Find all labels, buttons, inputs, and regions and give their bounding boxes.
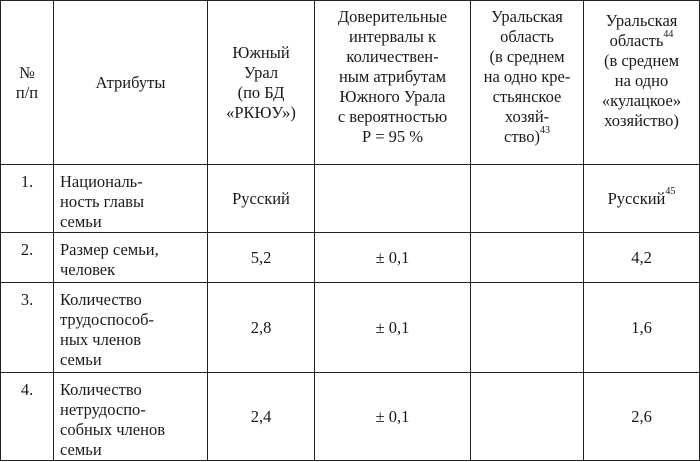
header-ural-kulak-sub: (в среднем на одно «кулацкое» хозяйство)	[601, 51, 682, 130]
header-row	[1, 1, 700, 165]
row-ural-peasant	[471, 373, 584, 461]
row-south-ural: 2,4	[208, 373, 315, 461]
table-row	[1, 373, 700, 461]
row-ural-peasant	[471, 165, 584, 233]
header-south-ural: Южный Урал (по БД «РКЮУ»)	[208, 1, 315, 165]
header-attributes: Атрибуты	[54, 1, 208, 165]
row-south-ural: Русский	[208, 165, 315, 233]
table-row	[1, 283, 700, 373]
row-confidence-interval: ± 0,1	[315, 373, 471, 461]
row-number: 1.	[1, 165, 54, 233]
row-ural-kulak: 4,2	[584, 233, 700, 283]
row-attribute: Количество трудоспособ- ных членов семьи	[54, 283, 208, 373]
footnote-44: 44	[663, 28, 674, 40]
row-attribute: Националь- ность главы семьи	[54, 165, 208, 233]
header-ural-kulak	[584, 1, 700, 165]
header-confidence-intervals: Доверительные интервалы к количествен- ным атрибутам Южного Урала с вероятностью Р = 95 %	[315, 1, 471, 165]
row-attribute: Размер семьи, человек	[54, 233, 208, 283]
row-confidence-interval: ± 0,1	[315, 233, 471, 283]
row-south-ural: 5,2	[208, 233, 315, 283]
footnote-43: 43	[539, 124, 550, 136]
header-ural-peasant-text: Уральская область (в среднем на одно кре- стьянское хозяй- ство)	[483, 7, 571, 146]
row-number: 2.	[1, 233, 54, 283]
row-ural-peasant	[471, 283, 584, 373]
row-ural-kulak: 2,6	[584, 373, 700, 461]
row-ural-peasant	[471, 233, 584, 283]
footnote-45: 45	[665, 186, 676, 197]
row-number: 3.	[1, 283, 54, 373]
row-south-ural: 2,8	[208, 283, 315, 373]
row-confidence-interval	[315, 165, 471, 233]
table-row	[1, 233, 700, 283]
header-num: № п/п	[1, 1, 54, 165]
row-attribute: Количество нетрудоспо- собных членов семьи	[54, 373, 208, 461]
header-ural-peasant	[471, 1, 584, 165]
table-row	[1, 165, 700, 233]
row-ural-kulak	[584, 165, 700, 233]
row-confidence-interval: ± 0,1	[315, 283, 471, 373]
row-number: 4.	[1, 373, 54, 461]
row-ural-kulak-value: Русский	[607, 188, 666, 208]
header-ural-kulak-title: Уральская область	[605, 11, 678, 50]
row-ural-kulak: 1,6	[584, 283, 700, 373]
